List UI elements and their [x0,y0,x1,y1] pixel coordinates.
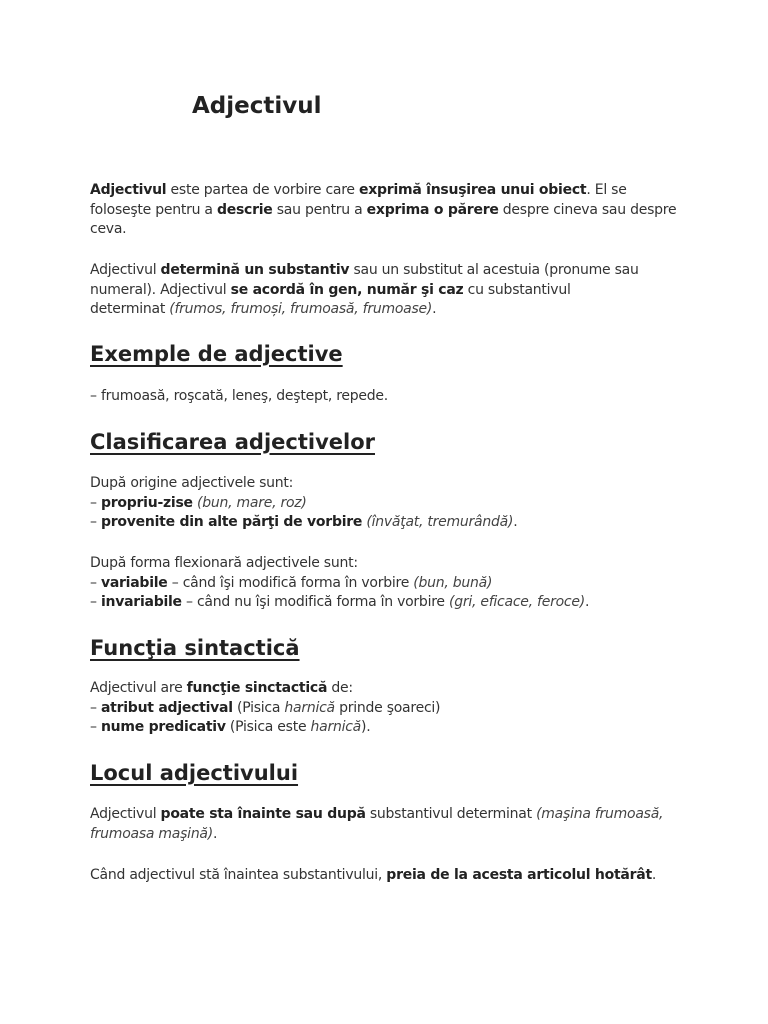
bold-run: exprimă însuşirea unui obiect [359,182,587,198]
bold-run: propriu-zise [100,494,193,511]
italic-run: frumoasa maşină) [90,825,213,842]
text-run: . [513,514,518,530]
text-run: . [584,594,590,610]
text-run: (Pisica este [225,719,311,735]
locul-body-1 [90,805,690,844]
heading-functia: Funcţia sintactică [90,636,300,660]
text-run: foloseşte pentru a [90,201,217,218]
text-run: – [90,719,101,735]
text-run: . [212,825,218,842]
text-run: este partea de vorbire care [166,182,359,198]
term-adjectivul: Adjectivul [90,182,167,198]
text-run: Adjectivul [90,262,161,278]
text-run: – [90,594,101,610]
functia-body [90,679,690,738]
text-run: . [432,301,437,317]
exemple-body [90,387,690,407]
bold-run: preia de la acesta articolul hotărât [386,867,652,883]
italic-run: (bun, bună) [413,574,493,591]
text-run: sau un substitut al acestuia (pronume sau [349,262,639,278]
heading-locul: Locul adjectivului [90,761,299,785]
text-run: . [651,867,657,883]
clasificare-origine [90,474,690,533]
italic-run: (gri, eficace, feroce) [448,594,585,610]
italic-run: harnică [310,719,362,735]
intro-section-2 [90,261,690,320]
exemple-text: – frumoasă, roşcată, leneş, deştept, repede. [90,388,388,404]
text-run: substantivul determinat [365,806,537,822]
italic-run: (maşina frumoasă, [536,806,664,822]
bold-run: invariabile [100,594,182,610]
bold-run: determină un substantiv [160,262,350,278]
text-run: După origine adjectivele sunt: [90,475,294,491]
text-run: – [90,514,101,530]
text-run: Adjectivul are [90,680,187,696]
text-run: ). [361,719,371,735]
text-run: prinde şoareci) [334,699,441,716]
bold-run: variabile [100,574,168,591]
text-run: despre cineva sau despre [498,201,677,218]
text-run: – când îşi modifică forma în vorbire [167,574,414,591]
exemple-section [90,341,690,367]
text-run: – [90,699,101,716]
text-run: numeral). Adjectivul [90,281,231,298]
clasificare-forma [90,554,690,613]
italic-run: (învăţat, tremurândă) [366,514,514,530]
text-run: de: [327,680,353,696]
text-run: Adjectivul [90,806,161,822]
functia-paragraph [90,679,690,738]
bold-run: funcţie sinctactică [186,680,328,696]
page-title: Adjectivul [192,93,322,119]
text-run: ceva. [90,221,127,237]
text-run: Când adjectivul stă înaintea substantivului, [90,867,387,883]
italic-run: (frumos, frumoși, frumoasă, frumoase) [169,301,433,317]
bold-run: exprima o părere [366,201,499,218]
locul-paragraph-1 [90,805,690,844]
text-run: cu substantivul [463,281,571,298]
heading-clasificare: Clasificarea adjectivelor [90,430,375,454]
bold-run: se acordă în gen, număr şi caz [230,281,464,298]
origine-paragraph [90,474,690,533]
italic-run: harnică [284,699,335,716]
bold-run: poate sta înainte sau după [160,806,366,822]
locul-body-2 [90,866,690,886]
locul-paragraph-2 [90,866,690,886]
text-run: determinat [90,301,170,317]
bold-run: nume predicativ [100,719,226,735]
text-run: – când nu îşi modifică forma în vorbire [181,594,449,610]
clasificare-section [90,429,690,455]
text-run: După forma flexionară adjectivele sunt: [90,555,358,571]
text-run: – [90,494,101,511]
heading-exemple: Exemple de adjective [90,342,343,366]
italic-run: (bun, mare, roz) [196,494,307,511]
text-run: sau pentru a [272,201,367,218]
intro-section [90,181,690,240]
bold-run: provenite din alte părţi de vorbire [100,514,363,530]
intro-paragraph-1 [90,181,690,240]
text-run: (Pisica [232,699,285,716]
text-run: . El se [586,182,627,198]
functia-section [90,635,690,661]
bold-run: atribut adjectival [100,699,233,716]
bold-run: descrie [216,201,273,218]
forma-paragraph [90,554,690,613]
text-run: – [90,574,101,591]
intro-paragraph-2 [90,261,690,320]
locul-section [90,760,690,786]
